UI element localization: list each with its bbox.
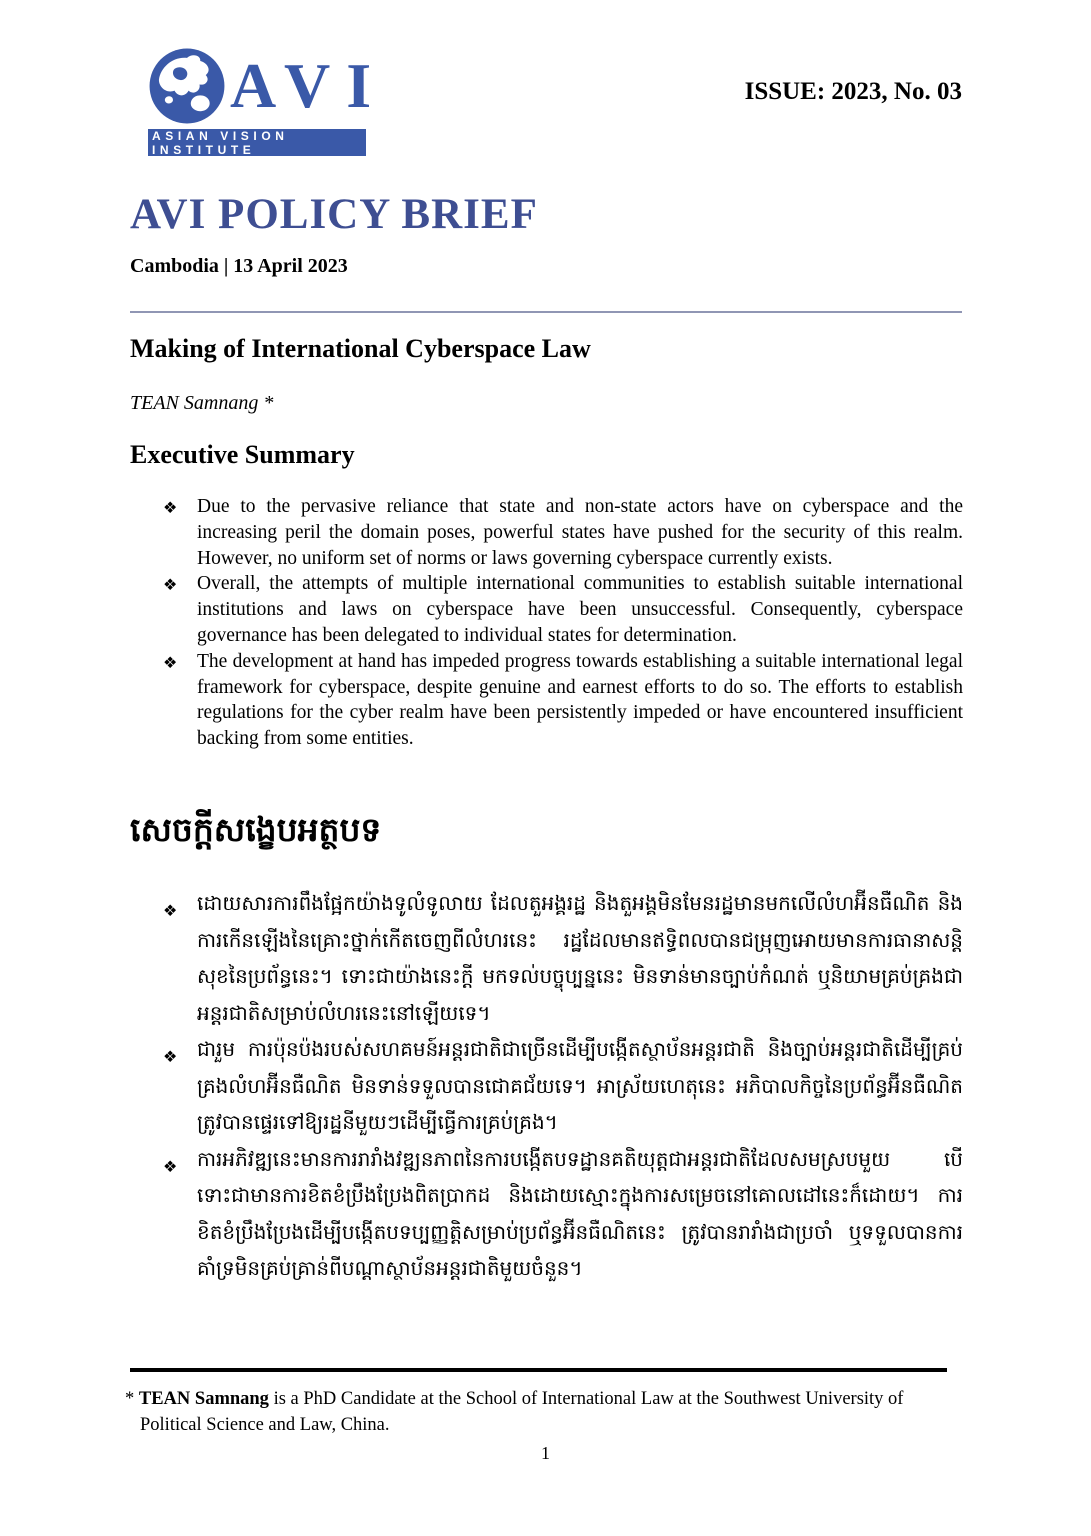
logo-tagline: ASIAN VISION INSTITUTE — [148, 129, 366, 156]
logo-acronym: AVI — [230, 50, 388, 121]
footnote-divider — [130, 1368, 947, 1372]
diamond-bullet-icon: ❖ — [163, 500, 178, 517]
list-item-text: ជារួម ការប៉ុនប៉ងរបស់សហគមន៍អន្តរជាតិជាច្រើនដើម្បីបង្កើតស្ថាប័នអន្តរជាតិ និងច្បាប់អន្តរជាតិដើម្បីគ្រប់គ្រងលំហអ៊ីនធឺណិត មិនទាន់ទទួលបានជោគជ័យទេ។ អាស្រ័យហេតុនេះ អភិបាលកិច្ចនៃប្រព័ន្ធអ៊ីនធឺណិត ត្រូវបានផ្ទេរទៅឱ្យរដ្ឋនីមួយៗដើម្បីធ្វើការគ្រប់គ្រង។ — [197, 1039, 963, 1134]
diamond-bullet-icon: ❖ — [163, 1158, 178, 1176]
diamond-bullet-icon: ❖ — [163, 654, 178, 672]
khmer-summary-list — [163, 886, 963, 1288]
list-item — [163, 1032, 963, 1142]
author-line: TEAN Samnang * — [130, 392, 274, 414]
list-item — [163, 571, 963, 648]
exec-summary-heading: Executive Summary — [130, 440, 355, 469]
article-title: Making of International Cyberspace Law — [130, 334, 591, 363]
list-item-text: The development at hand has impeded progress towards establishing a suitable international legal framework for cyberspace, despite genuine and earnest efforts to do so. The efforts to establish regulations for the cyber realm have been persistently impeded or have encountered insufficient backing from some entities. — [197, 650, 963, 750]
diamond-bullet-icon: ❖ — [163, 903, 178, 920]
logo-top — [148, 46, 387, 126]
footnote — [125, 1386, 930, 1438]
masthead-title: AVI POLICY BRIEF — [130, 191, 538, 238]
list-item — [163, 886, 963, 1032]
list-item — [163, 1142, 963, 1288]
list-item — [163, 494, 963, 571]
avi-logo — [148, 46, 387, 156]
diamond-bullet-icon: ❖ — [163, 577, 178, 595]
header-divider — [130, 311, 962, 313]
diamond-bullet-icon: ❖ — [163, 1049, 178, 1066]
footnote-marker: * — [125, 1389, 139, 1409]
exec-summary-list — [163, 494, 963, 752]
page-number: 1 — [541, 1443, 550, 1463]
issue-label: ISSUE: 2023, No. 03 — [744, 78, 962, 105]
dateline: Cambodia | 13 April 2023 — [130, 255, 348, 277]
list-item-text: Overall, the attempts of multiple international communities to establish suitable international institutions and laws on cyberspace have been unsuccessful. Consequently, cyberspace governance has been delegated to individual states for determination. — [197, 573, 963, 646]
khmer-summary-heading: សេចក្តីសង្ខេបអត្ថបទ — [130, 813, 382, 849]
footnote-author: TEAN Samnang — [138, 1389, 269, 1409]
list-item-text: Due to the pervasive reliance that state and non-state actors have on cyberspace and the increasing peril the domain poses, powerful states have pushed for the security of this realm. However, no uniform set of norms or laws governing cyberspace currently exists. — [197, 496, 963, 569]
list-item — [163, 649, 963, 752]
list-item-text: ដោយសារការពឹងផ្អែកយ៉ាងទូលំទូលាយ ដែលតួអង្គរដ្ឋ និងតួអង្គមិនមែនរដ្ឋមានមកលើលំហអ៊ីនធឺណិត និងការកើនឡើងនៃគ្រោះថ្នាក់កើតចេញពីលំហរនេះ រដ្ឋដែលមានឥទ្ធិពលបានជម្រុញអោយមានការធានាសន្តិសុខនៃប្រព័ន្ធនេះ។ ទោះជាយ៉ាងនេះក្តី មកទល់បច្ចុប្បន្ននេះ មិនទាន់មានច្បាប់កំណត់ ឬនិយាមគ្រប់គ្រងជាអន្តរជាតិសម្រាប់លំហរនេះនៅឡើយទេ។ — [197, 893, 963, 1025]
footnote-text: is a PhD Candidate at the School of International Law at the Southwest University of Political Science and Law, China. — [140, 1389, 904, 1435]
globe-icon — [148, 47, 226, 125]
list-item-text: ការអភិវឌ្ឍនេះមានការរារាំងវឌ្ឍនភាពនៃការបង្កើតបទដ្ឋានគតិយុត្តជាអន្តរជាតិដែលសមស្របមួយ បើទោះជាមានការខិតខំប្រឹងប្រែងពិតប្រាកដ និងដោយស្មោះក្នុងការសម្រេចនៅគោលដៅនេះក៏ដោយ។ ការខិតខំប្រឹងប្រែងដើម្បីបង្កើតបទប្បញ្ញត្តិសម្រាប់ប្រព័ន្ធអ៊ីនធឺណិតនេះ ត្រូវបានរារាំងជាប្រចាំ ឬទទួលបានការគាំទ្រមិនគ្រប់គ្រាន់ពីបណ្តាស្ថាប័នអន្តរជាតិមួយចំនួន។ — [197, 1148, 963, 1280]
